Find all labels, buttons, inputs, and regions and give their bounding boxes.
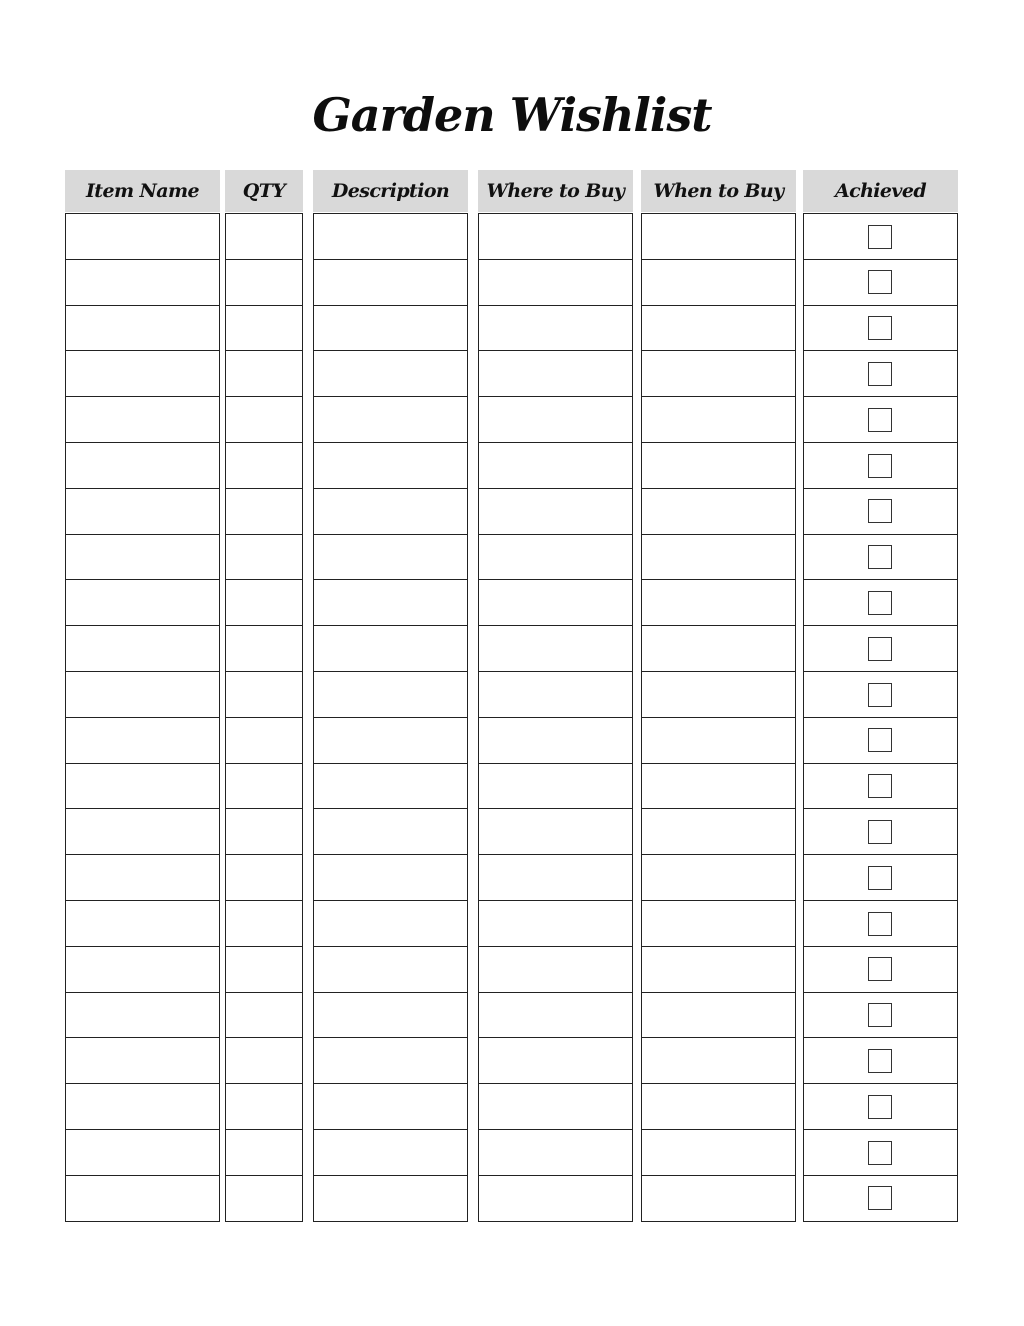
cell-item-name[interactable]: [65, 579, 220, 626]
cell-where-to-buy[interactable]: [478, 854, 633, 901]
cell-qty[interactable]: [225, 488, 303, 535]
column-cells-description: [313, 213, 468, 1222]
cell-when-to-buy[interactable]: [641, 625, 796, 672]
cell-qty[interactable]: [225, 946, 303, 993]
cell-when-to-buy[interactable]: [641, 763, 796, 810]
achieved-checkbox[interactable]: [868, 1095, 892, 1119]
cell-item-name[interactable]: [65, 259, 220, 306]
achieved-checkbox[interactable]: [868, 408, 892, 432]
cell-qty[interactable]: [225, 1129, 303, 1176]
cell-description[interactable]: [313, 259, 468, 306]
achieved-checkbox[interactable]: [868, 591, 892, 615]
column-cells-achieved: [803, 213, 958, 1222]
cell-achieved: [803, 442, 958, 489]
cell-when-to-buy[interactable]: [641, 442, 796, 489]
achieved-checkbox[interactable]: [868, 1049, 892, 1073]
achieved-checkbox[interactable]: [868, 683, 892, 707]
cell-when-to-buy[interactable]: [641, 579, 796, 626]
cell-achieved: [803, 763, 958, 810]
cell-when-to-buy[interactable]: [641, 396, 796, 443]
achieved-checkbox[interactable]: [868, 820, 892, 844]
achieved-checkbox[interactable]: [868, 866, 892, 890]
cell-item-name[interactable]: [65, 671, 220, 718]
achieved-checkbox[interactable]: [868, 545, 892, 569]
cell-when-to-buy[interactable]: [641, 992, 796, 1039]
achieved-checkbox[interactable]: [868, 454, 892, 478]
column-qty: [225, 170, 303, 1222]
column-header-description: Description: [313, 170, 468, 212]
cell-description[interactable]: [313, 717, 468, 764]
cell-qty[interactable]: [225, 717, 303, 764]
cell-qty[interactable]: [225, 442, 303, 489]
cell-description[interactable]: [313, 488, 468, 535]
column-cells-where-to-buy: [478, 213, 633, 1222]
cell-item-name[interactable]: [65, 1129, 220, 1176]
cell-qty[interactable]: [225, 671, 303, 718]
cell-achieved: [803, 717, 958, 764]
achieved-checkbox[interactable]: [868, 270, 892, 294]
cell-achieved: [803, 350, 958, 397]
cell-qty[interactable]: [225, 350, 303, 397]
achieved-checkbox[interactable]: [868, 957, 892, 981]
cell-item-name[interactable]: [65, 808, 220, 855]
cell-where-to-buy[interactable]: [478, 350, 633, 397]
cell-qty[interactable]: [225, 992, 303, 1039]
cell-item-name[interactable]: [65, 442, 220, 489]
cell-where-to-buy[interactable]: [478, 946, 633, 993]
cell-where-to-buy[interactable]: [478, 671, 633, 718]
achieved-checkbox[interactable]: [868, 1186, 892, 1210]
cell-where-to-buy[interactable]: [478, 763, 633, 810]
cell-achieved: [803, 488, 958, 535]
cell-qty[interactable]: [225, 763, 303, 810]
cell-where-to-buy[interactable]: [478, 305, 633, 352]
cell-item-name[interactable]: [65, 946, 220, 993]
cell-achieved: [803, 946, 958, 993]
cell-where-to-buy[interactable]: [478, 488, 633, 535]
cell-when-to-buy[interactable]: [641, 259, 796, 306]
cell-where-to-buy[interactable]: [478, 625, 633, 672]
cell-achieved: [803, 259, 958, 306]
cell-where-to-buy[interactable]: [478, 1083, 633, 1130]
cell-when-to-buy[interactable]: [641, 213, 796, 260]
cell-description[interactable]: [313, 534, 468, 581]
cell-item-name[interactable]: [65, 992, 220, 1039]
cell-achieved: [803, 1083, 958, 1130]
cell-description[interactable]: [313, 396, 468, 443]
cell-description[interactable]: [313, 763, 468, 810]
cell-when-to-buy[interactable]: [641, 350, 796, 397]
cell-qty[interactable]: [225, 259, 303, 306]
cell-description[interactable]: [313, 579, 468, 626]
cell-qty[interactable]: [225, 854, 303, 901]
cell-description[interactable]: [313, 625, 468, 672]
cell-qty[interactable]: [225, 1037, 303, 1084]
cell-where-to-buy[interactable]: [478, 717, 633, 764]
cell-achieved: [803, 579, 958, 626]
cell-description[interactable]: [313, 442, 468, 489]
achieved-checkbox[interactable]: [868, 316, 892, 340]
cell-achieved: [803, 900, 958, 947]
cell-when-to-buy[interactable]: [641, 1129, 796, 1176]
cell-item-name[interactable]: [65, 1175, 220, 1222]
cell-achieved: [803, 396, 958, 443]
cell-achieved: [803, 1129, 958, 1176]
cell-item-name[interactable]: [65, 1083, 220, 1130]
achieved-checkbox[interactable]: [868, 912, 892, 936]
cell-when-to-buy[interactable]: [641, 1083, 796, 1130]
cell-item-name[interactable]: [65, 625, 220, 672]
cell-item-name[interactable]: [65, 534, 220, 581]
cell-description[interactable]: [313, 305, 468, 352]
cell-qty[interactable]: [225, 305, 303, 352]
cell-description[interactable]: [313, 671, 468, 718]
cell-where-to-buy[interactable]: [478, 1129, 633, 1176]
cell-where-to-buy[interactable]: [478, 213, 633, 260]
cell-qty[interactable]: [225, 396, 303, 443]
cell-item-name[interactable]: [65, 854, 220, 901]
cell-when-to-buy[interactable]: [641, 854, 796, 901]
cell-item-name[interactable]: [65, 305, 220, 352]
column-cells-qty: [225, 213, 303, 1222]
cell-when-to-buy[interactable]: [641, 534, 796, 581]
cell-item-name[interactable]: [65, 763, 220, 810]
page-title: Garden Wishlist: [312, 88, 712, 142]
column-achieved: [803, 170, 958, 1222]
column-header-item-name: Item Name: [65, 170, 220, 212]
cell-item-name[interactable]: [65, 900, 220, 947]
cell-achieved: [803, 808, 958, 855]
cell-qty[interactable]: [225, 213, 303, 260]
column-cells-when-to-buy: [641, 213, 796, 1222]
cell-description[interactable]: [313, 350, 468, 397]
cell-description[interactable]: [313, 1175, 468, 1222]
cell-achieved: [803, 1037, 958, 1084]
cell-qty[interactable]: [225, 808, 303, 855]
column-header-where-to-buy: Where to Buy: [478, 170, 633, 212]
column-header-when-to-buy: When to Buy: [641, 170, 796, 212]
cell-description[interactable]: [313, 808, 468, 855]
cell-description[interactable]: [313, 992, 468, 1039]
column-where-to-buy: [478, 170, 633, 1222]
achieved-checkbox[interactable]: [868, 1003, 892, 1027]
cell-where-to-buy[interactable]: [478, 1175, 633, 1222]
cell-where-to-buy[interactable]: [478, 396, 633, 443]
cell-achieved: [803, 1175, 958, 1222]
cell-achieved: [803, 305, 958, 352]
cell-item-name[interactable]: [65, 213, 220, 260]
cell-qty[interactable]: [225, 900, 303, 947]
cell-item-name[interactable]: [65, 488, 220, 535]
cell-description[interactable]: [313, 1037, 468, 1084]
cell-where-to-buy[interactable]: [478, 992, 633, 1039]
cell-qty[interactable]: [225, 625, 303, 672]
cell-where-to-buy[interactable]: [478, 534, 633, 581]
cell-item-name[interactable]: [65, 1037, 220, 1084]
achieved-checkbox[interactable]: [868, 728, 892, 752]
cell-achieved: [803, 671, 958, 718]
cell-when-to-buy[interactable]: [641, 946, 796, 993]
cell-when-to-buy[interactable]: [641, 717, 796, 764]
cell-when-to-buy[interactable]: [641, 808, 796, 855]
cell-where-to-buy[interactable]: [478, 259, 633, 306]
cell-qty[interactable]: [225, 534, 303, 581]
cell-qty[interactable]: [225, 579, 303, 626]
achieved-checkbox[interactable]: [868, 774, 892, 798]
cell-when-to-buy[interactable]: [641, 488, 796, 535]
achieved-checkbox[interactable]: [868, 362, 892, 386]
cell-description[interactable]: [313, 1129, 468, 1176]
cell-achieved: [803, 213, 958, 260]
cell-where-to-buy[interactable]: [478, 579, 633, 626]
cell-achieved: [803, 854, 958, 901]
cell-item-name[interactable]: [65, 396, 220, 443]
achieved-checkbox[interactable]: [868, 499, 892, 523]
cell-when-to-buy[interactable]: [641, 900, 796, 947]
column-cells-item-name: [65, 213, 220, 1222]
cell-when-to-buy[interactable]: [641, 1037, 796, 1084]
cell-description[interactable]: [313, 854, 468, 901]
cell-description[interactable]: [313, 900, 468, 947]
cell-where-to-buy[interactable]: [478, 808, 633, 855]
cell-item-name[interactable]: [65, 717, 220, 764]
cell-qty[interactable]: [225, 1175, 303, 1222]
column-header-qty: QTY: [225, 170, 303, 212]
cell-when-to-buy[interactable]: [641, 305, 796, 352]
cell-achieved: [803, 992, 958, 1039]
cell-qty[interactable]: [225, 1083, 303, 1130]
achieved-checkbox[interactable]: [868, 637, 892, 661]
column-description: [313, 170, 468, 1222]
column-when-to-buy: [641, 170, 796, 1222]
cell-when-to-buy[interactable]: [641, 671, 796, 718]
cell-achieved: [803, 625, 958, 672]
cell-where-to-buy[interactable]: [478, 442, 633, 489]
cell-when-to-buy[interactable]: [641, 1175, 796, 1222]
cell-description[interactable]: [313, 213, 468, 260]
column-header-achieved: Achieved: [803, 170, 958, 212]
achieved-checkbox[interactable]: [868, 225, 892, 249]
cell-description[interactable]: [313, 946, 468, 993]
cell-item-name[interactable]: [65, 350, 220, 397]
cell-where-to-buy[interactable]: [478, 900, 633, 947]
cell-description[interactable]: [313, 1083, 468, 1130]
cell-where-to-buy[interactable]: [478, 1037, 633, 1084]
column-item-name: [65, 170, 220, 1222]
cell-achieved: [803, 534, 958, 581]
achieved-checkbox[interactable]: [868, 1141, 892, 1165]
